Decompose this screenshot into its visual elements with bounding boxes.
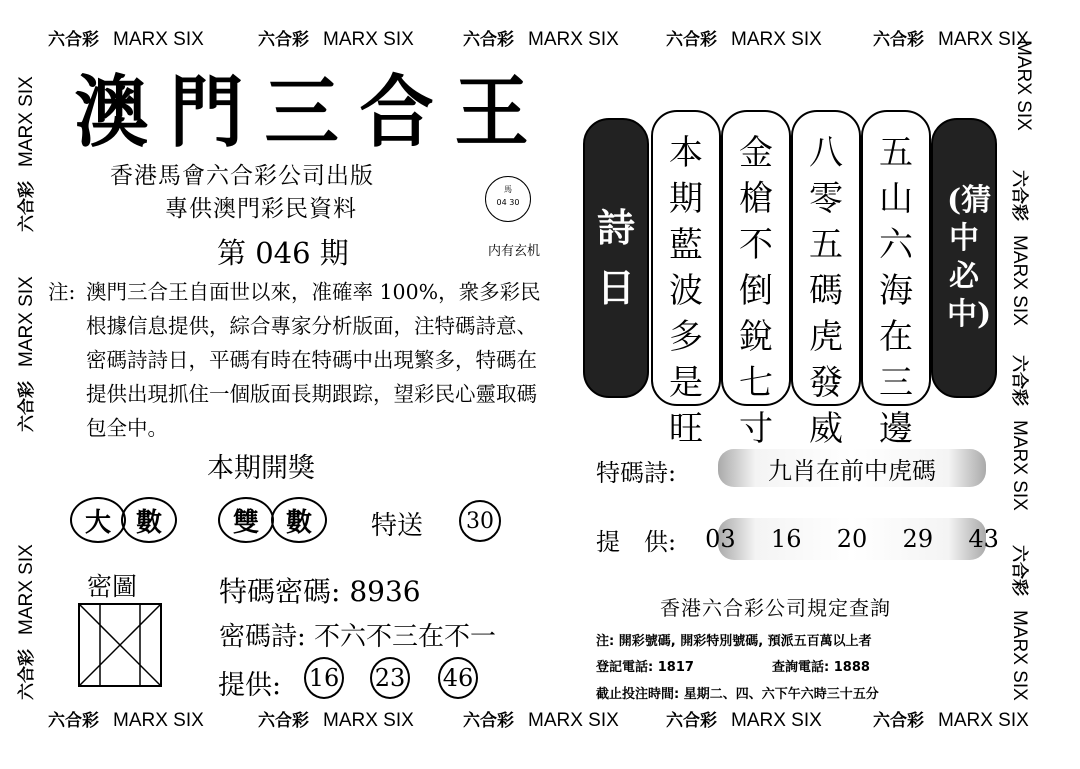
- subtitle-line: 專供澳門彩民資料: [165, 196, 357, 222]
- supply-number-3: 46: [438, 657, 478, 699]
- poem-left-scroll: [583, 118, 649, 398]
- poem-column-3: 八零五碼虎發威: [791, 110, 861, 406]
- deadline-line: 截止投注時間: 星期二、四、六下午六時三十五分: [596, 687, 879, 702]
- issue-number: 第 046 期: [217, 236, 349, 270]
- watermark-top-5: 六合彩 MARX SIX: [873, 29, 1029, 50]
- watermark-right-1: MARX SIX: [1013, 40, 1034, 131]
- supply-label-right: 提 供:: [596, 528, 677, 556]
- secret-note: 内有玄机: [488, 244, 541, 259]
- poem-column-1: 本期藍波多是旺: [651, 110, 721, 406]
- number-char-circle-2: 數: [271, 497, 327, 543]
- page-title: 澳門三合王: [74, 67, 550, 158]
- watermark-bottom-3: 六合彩 MARX SIX: [463, 710, 619, 731]
- supply-number-1: 16: [304, 657, 344, 699]
- big-char-circle: 大: [70, 497, 126, 543]
- special-poem-value: 九肖在前中虎碼: [718, 449, 986, 487]
- special-code: 特碼密碼: 8936: [219, 575, 421, 608]
- watermark-left-2: 六合彩MARX SIX: [16, 276, 37, 432]
- query-phone: 查詢電話: 1888: [772, 660, 870, 675]
- watermark-bottom-5: 六合彩 MARX SIX: [873, 710, 1029, 731]
- supply-label-left: 提供:: [218, 670, 282, 701]
- watermark-top-4: 六合彩 MARX SIX: [666, 29, 822, 50]
- poem-column-2: 金槍不倒銳七寸: [721, 110, 791, 406]
- supply-numbers-right: 03 16 20 29 43: [718, 518, 986, 560]
- secret-diagram-label: 密圖: [87, 572, 138, 601]
- supply-number-2: 23: [370, 657, 410, 699]
- poem-left-label: 詩日: [596, 205, 635, 310]
- watermark-bottom-1: 六合彩 MARX SIX: [48, 710, 204, 731]
- special-poem-label: 特碼詩:: [596, 459, 677, 487]
- watermark-right-3: 六合彩MARX SIX: [1009, 355, 1030, 511]
- code-poem: 密碼詩: 不六不三在不一: [219, 622, 497, 652]
- watermark-left-3: 六合彩MARX SIX: [16, 544, 37, 700]
- publisher-line: 香港馬會六合彩公司出版: [110, 163, 374, 189]
- rules-line-1: 注: 開彩號碼, 開彩特別號碼, 預派五百萬以上者: [596, 634, 872, 649]
- watermark-bottom-4: 六合彩 MARX SIX: [666, 710, 822, 731]
- notice-text: 澳門三合王自面世以來，准確率 100%，衆多彩民根據信息提供，綜合專家分析版面，注特碼詩意、密碼詩詩日，平碼有時在特碼中出現繁多，特碼在提供出現抓住一個版面長期跟踪，望彩民心靈取碼包全中。: [86, 280, 541, 440]
- watermark-right-4: 六合彩MARX SIX: [1009, 545, 1030, 701]
- poem-column-4: 五山六海在三邊: [861, 110, 931, 406]
- draw-title: 本期開獎: [207, 453, 315, 484]
- notice-label: 注:: [48, 280, 76, 304]
- special-label: 特送: [371, 511, 424, 541]
- watermark-right-2: 六合彩MARX SIX: [1009, 170, 1030, 326]
- round-seal: 馬 04 30: [485, 176, 531, 222]
- watermark-top-1: 六合彩 MARX SIX: [48, 29, 204, 50]
- rules-title: 香港六合彩公司規定查詢: [660, 596, 891, 620]
- even-char-circle: 雙: [218, 497, 274, 543]
- watermark-left-1: 六合彩MARX SIX: [16, 76, 37, 232]
- register-phone: 登記電話: 1817: [596, 660, 694, 675]
- watermark-top-3: 六合彩 MARX SIX: [463, 29, 619, 50]
- poem-right-scroll: [931, 118, 997, 398]
- number-char-circle: 數: [121, 497, 177, 543]
- watermark-top-2: 六合彩 MARX SIX: [258, 29, 414, 50]
- special-number: 30: [459, 500, 501, 542]
- secret-diagram: [78, 603, 162, 687]
- watermark-bottom-2: 六合彩 MARX SIX: [258, 710, 414, 731]
- poem-right-label: (猜中必中): [947, 183, 992, 332]
